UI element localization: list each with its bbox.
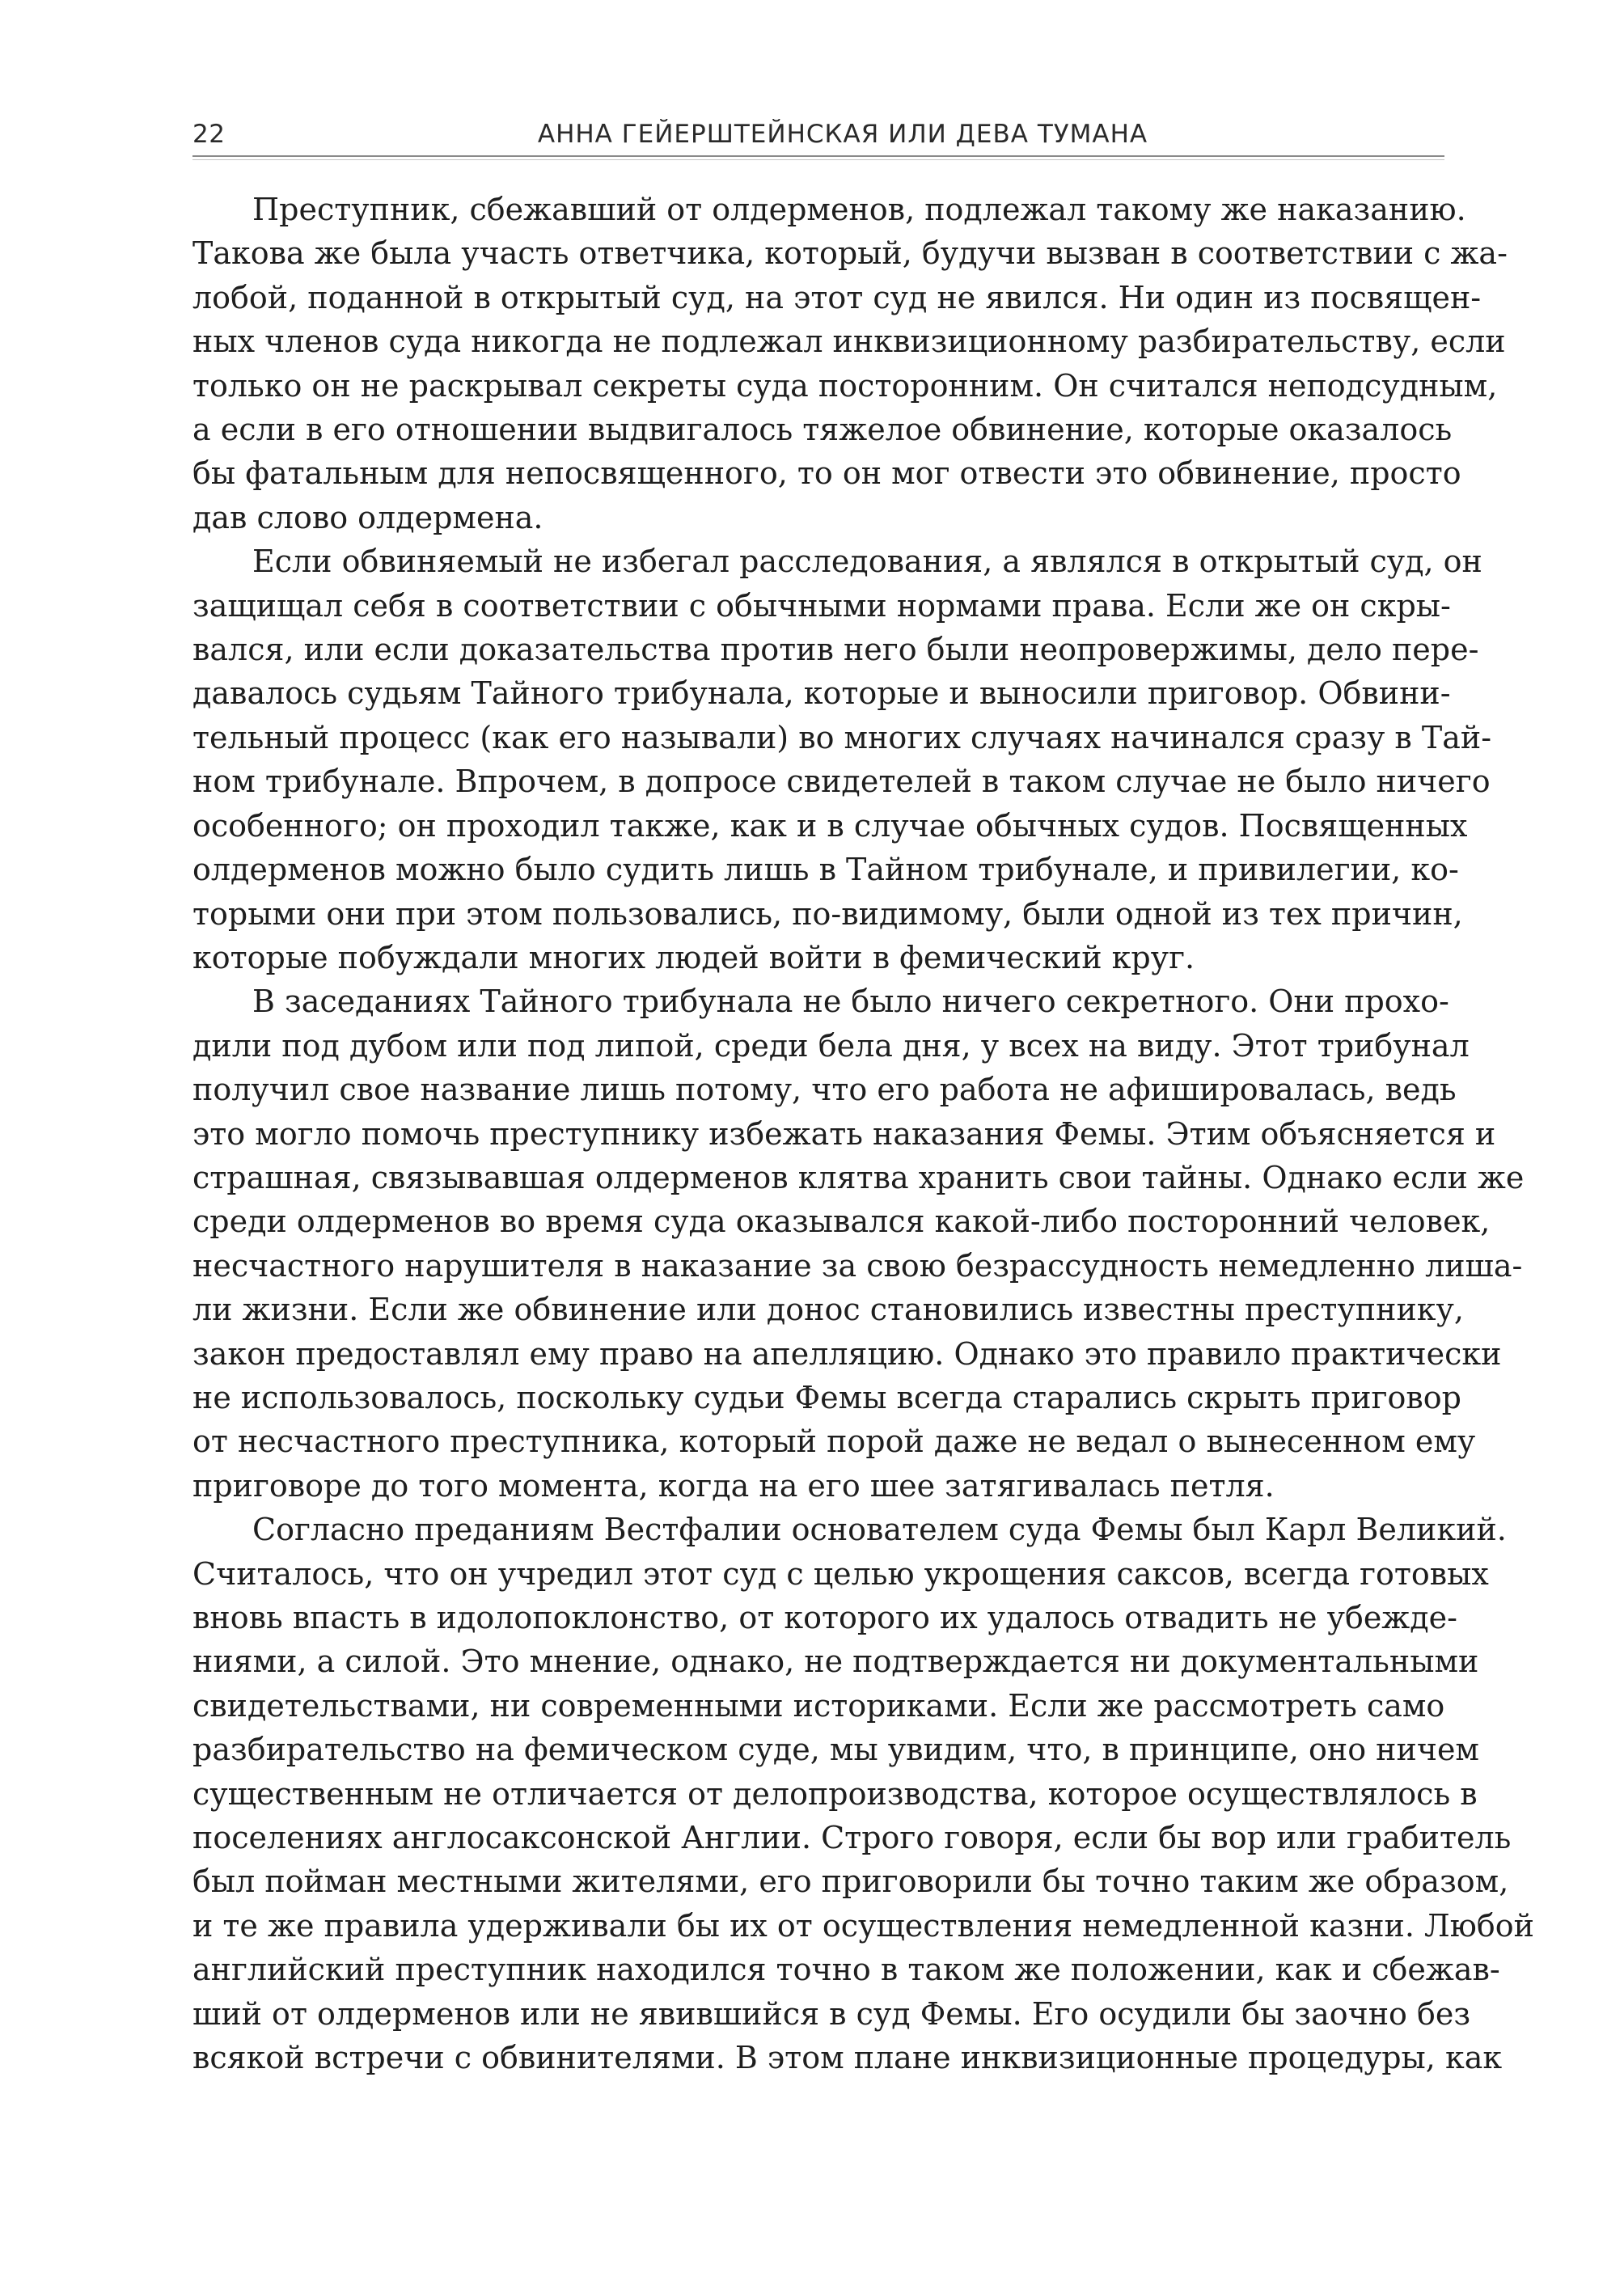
text-line: ных членов суда никогда не подлежал инквизиционному разбирательству, если [192,324,1506,360]
text-line: это могло помочь преступнику избежать наказания Фемы. Этим объясняется и [192,1115,1496,1152]
body-text [192,188,1534,2079]
text-line: несчастного нарушителя в наказание за свою безрассудность немедленно лиша- [192,1247,1523,1284]
text-line: торыми они при этом пользовались, по-видимому, были одной из тех причин, [192,895,1463,932]
text-line: ли жизни. Если же обвинение или донос становились известны преступнику, [192,1292,1464,1328]
text-line: дили под дубом или под липой, среди бела дня, у всех на виду. Этот трибунал [192,1027,1470,1064]
text-line: дав слово олдермена. [192,499,543,535]
text-line: вался, или если доказательства против него были неопровержимы, дело пере- [192,632,1479,668]
text-line: Согласно преданиям Вестфалии основателем суда Фемы был Карл Великий. [252,1512,1507,1548]
page-number: 22 [192,120,226,149]
text-line: разбирательство на фемическом суде, мы увидим, что, в принципе, оно ничем [192,1732,1479,1768]
text-line: среди олдерменов во время суда оказывался какой-либо посторонний человек, [192,1204,1491,1240]
text-line: приговоре до того момента, когда на его шее затягивалась петля. [192,1467,1275,1504]
text-line: Преступник, сбежавший от олдерменов, подлежал такому же наказанию. [252,192,1466,227]
text-line: ший от олдерменов или не явившийся в суд Фемы. Его осудили бы заочно без [192,1995,1471,2032]
text-line: Если обвиняемый не избегал расследования, а являлся в открытый суд, он [252,544,1482,580]
text-line: В заседаниях Тайного трибунала не было ничего секретного. Они прохо- [252,984,1449,1020]
text-line: свидетельствами, ни современными историками. Если же рассмотреть само [192,1687,1445,1724]
text-line: не использовалось, поскольку судьи Фемы всегда старались скрыть приговор [192,1379,1461,1415]
text-line: от несчастного преступника, который порой даже не ведал о вынесенном ему [192,1424,1476,1460]
paragraph [192,979,1525,1508]
paragraph [192,539,1492,979]
text-line: особенного; он проходил также, как и в случае обычных судов. Посвященных [192,807,1468,844]
text-line: поселениях англосаксонской Англии. Строго говоря, если бы вор или грабитель [192,1820,1512,1856]
text-line: только он не раскрывал секреты суда посторонним. Он считался неподсудным, [192,367,1498,404]
text-line: английский преступник находился точно в таком же положении, как и сбежав- [192,1952,1500,1988]
header-rule-thin [192,159,1444,160]
text-line: ном трибунале. Впрочем, в допросе свидетелей в таком случае не было ничего [192,764,1491,800]
text-line: давалось судьям Тайного трибунала, которые и выносили приговор. Обвини- [192,675,1451,712]
text-line: всякой встречи с обвинителями. В этом плане инквизиционные процедуры, как [192,2040,1503,2076]
text-line: Такова же была участь ответчика, который, будучи вызван в соответствии с жа- [192,235,1508,272]
paragraph [192,188,1508,539]
text-line: закон предоставлял ему право на апелляцию. Однако это правило практически [192,1335,1502,1372]
text-line: бы фатальным для непосвященного, то он мог отвести это обвинение, просто [192,455,1461,492]
text-line: Считалось, что он учредил этот суд с целью укрощения саксов, всегда готовых [192,1555,1489,1592]
text-line: лобой, поданной в открытый суд, на этот суд не явился. Ни один из посвящен- [192,279,1482,315]
text-line: страшная, связывавшая олдерменов клятва хранить свои тайны. Однако если же [192,1159,1525,1195]
paragraph [192,1508,1534,2079]
text-line: тельный процесс (как его называли) во многих случаях начинался сразу в Тай- [192,719,1492,755]
running-title: АННА ГЕЙЕРШТЕЙНСКАЯ ИЛИ ДЕВА ТУМАНА [537,120,1148,149]
text-line: вновь впасть в идолопоклонство, от которого их удалось отвадить не убежде- [192,1600,1457,1635]
text-line: существенным не отличается от делопроизводства, которое осуществлялось в [192,1775,1478,1812]
text-line: ниями, а силой. Это мнение, однако, не подтверждается ни документальными [192,1644,1479,1680]
text-line: и те же правила удерживали бы их от осуществления немедленной казни. Любой [192,1907,1534,1944]
running-header [192,113,1444,159]
text-line: олдерменов можно было судить лишь в Тайном трибунале, и привилегии, ко- [192,852,1459,888]
text-line: которые побуждали многих людей войти в фемический круг. [192,939,1195,975]
text-line: защищал себя в соответствии с обычными нормами права. Если же он скры- [192,587,1451,624]
text-line: был пойман местными жителями, его приговорили бы точно таким же образом, [192,1864,1509,1900]
text-line: а если в его отношении выдвигалось тяжелое обвинение, которые оказалось [192,412,1453,448]
text-line: получил свое название лишь потому, что его работа не афишировалась, ведь [192,1072,1457,1108]
header-rule [192,155,1444,157]
